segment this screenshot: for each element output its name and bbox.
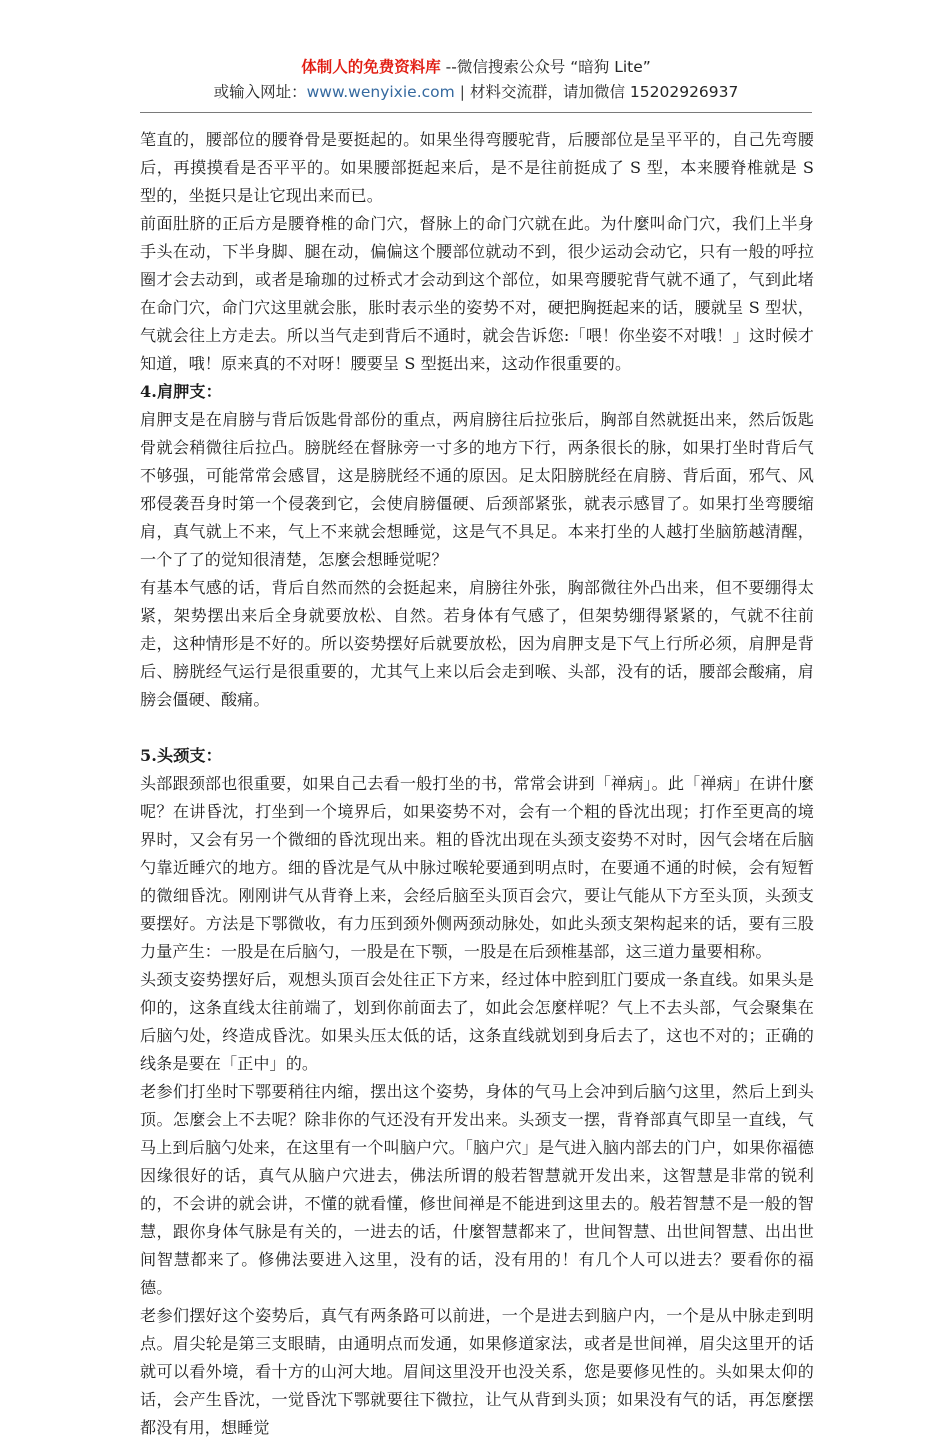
paragraph: 老参们打坐时下鄂要稍往内缩，摆出这个姿势，身体的气马上会冲到后脑勺这里，然后上到头顶。怎麼会上不去呢？除非你的气还没有开发出来。头颈支一摆，背脊部真气即呈一直线，气马上到后脑勺处来，在这里有一个叫脑户穴。「脑户穴」是气进入脑内部去的门户，如果你福德因缘很好的话，真气从脑户穴进去，佛法所谓的般若智慧就开发出来，这智慧是非常的锐利的，不会讲的就会讲，不懂的就看懂，修世间禅是不能进到这里去的。般若智慧不是一般的智慧，跟你身体气脉是有关的，一进去的话，什麼智慧都来了，世间智慧、出世间智慧、出出世间智慧都来了。修佛法要进入这里，没有的话，没有用的！有几个人可以进去？要看你的福德。 bbox=[140, 1082, 814, 1297]
banner-website-link[interactable]: www.wenyixie.com bbox=[306, 83, 455, 101]
banner-line-1 bbox=[140, 55, 812, 80]
section-heading-5: 5.头颈支： bbox=[140, 746, 222, 765]
paragraph: 有基本气感的话，背后自然而然的会挺起来，肩膀往外张，胸部微往外凸出来，但不要绷得太紧，架势摆出来后全身就要放松、自然。若身体有气感了，但架势绷得紧紧的，气就不往前走，这种情形是不好的。所以姿势摆好后就要放松，因为肩胛支是下气上行所必须，肩胛是背后、膀胱经气运行是很重要的，尤其气上来以后会走到喉、头部，没有的话，腰部会酸痛，肩膀会僵硬、酸痛。 bbox=[140, 578, 814, 709]
paragraph: 肩胛支是在肩膀与背后饭匙骨部份的重点，两肩膀往后拉张后，胸部自然就挺出来，然后饭匙骨就会稍微往后拉凸。膀胱经在督脉旁一寸多的地方下行，两条很长的脉，如果打坐时背后气不够强，可能常常会感冒，这是膀胱经不通的原因。足太阳膀胱经在肩膀、背后面，邪气、风邪侵袭吾身时第一个侵袭到它，会使肩膀僵硬、后颈部紧张，就表示感冒了。如果打坐弯腰缩肩，真气就上不来，气上不来就会想睡觉，这是气不具足。本来打坐的人越打坐脑筋越清醒，一个了了的觉知很清楚，怎麼会想睡觉呢？ bbox=[140, 410, 814, 569]
paragraph: 笔直的，腰部位的腰脊骨是要挺起的。如果坐得弯腰驼背，后腰部位是呈平平的，自己先弯腰后，再摸摸看是否平平的。如果腰部挺起来后，是不是往前挺成了 S 型，本来腰脊椎就是 S 型的，坐挺只是让它现出来而已。 bbox=[140, 130, 814, 205]
brand-name: 体制人的免费资料库 bbox=[301, 58, 441, 76]
watermark-banner bbox=[140, 55, 812, 108]
banner-url-label: 或输入网址： bbox=[213, 83, 307, 101]
paragraph: 头颈支姿势摆好后，观想头顶百会处往正下方来，经过体中腔到肛门要成一条直线。如果头是仰的，这条直线太往前端了，划到你前面去了，如此会怎麼样呢？气上不去头部，气会聚集在后脑勺处，终造成昏沈。如果头压太低的话，这条直线就划到身后去了，这也不对的；正确的线条是要在「正中」的。 bbox=[140, 970, 814, 1073]
banner-wechat-group: 材料交流群，请加微信 15202926937 bbox=[469, 83, 739, 101]
paragraph: 老参们摆好这个姿势后，真气有两条路可以前进，一个是进去到脑户内，一个是从中脉走到明点。眉尖轮是第三支眼睛，由通明点而发通，如果修道家法，或者是世间禅，眉尖这里开的话就可以看外境，看十方的山河大地。眉间这里没开也没关系，您是要修见性的。头如果太仰的话，会产生昏沈，一觉昏沈下鄂就要往下微拉，让气从背到头顶；如果没有气的话，再怎麼摆都没有用，想睡觉 bbox=[140, 1306, 814, 1437]
document-body bbox=[140, 126, 814, 1442]
banner-separator: | bbox=[459, 83, 465, 101]
section-heading-4: 4.肩胛支： bbox=[140, 382, 222, 401]
banner-line-2 bbox=[140, 80, 812, 108]
paragraph: 头部跟颈部也很重要，如果自己去看一般打坐的书，常常会讲到「禅病」。此「禅病」在讲什麼呢？在讲昏沈，打坐到一个境界后，如果姿势不对，会有一个粗的昏沈出现；打作至更高的境界时，又会有另一个微细的昏沈现出来。粗的昏沈出现在头颈支姿势不对时，因气会堵在后脑勺靠近睡穴的地方。细的昏沈是气从中脉过喉轮要通到明点时，在要通不通的时候，会有短暂的微细昏沈。刚刚讲气从背脊上来，会经后脑至头顶百会穴，要让气能从下方至头顶，头颈支要摆好。方法是下鄂微收，有力压到颈外侧两颈动脉处，如此头颈支架构起来的话，要有三股力量产生：一股是在后脑勺，一股是在下颚，一股是在后颈椎基部，这三道力量要相称。 bbox=[140, 774, 814, 961]
paragraph-spacer bbox=[140, 714, 814, 742]
header-divider bbox=[140, 112, 812, 113]
paragraph: 前面肚脐的正后方是腰脊椎的命门穴，督脉上的命门穴就在此。为什麼叫命门穴，我们上半身手头在动，下半身脚、腿在动，偏偏这个腰部位就动不到，很少运动会动它，只有一般的呼拉圈才会去动到，或者是瑜珈的过桥式才会动到这个部位，如果弯腰驼背气就不通了，气到此堵在命门穴，命门穴这里就会胀，胀时表示坐的姿势不对，硬把胸挺起来的话，腰就呈 S 型状，气就会往上方走去。所以当气走到背后不通时，就会告诉您:「喂！你坐姿不对哦！」这时候才知道，哦！原来真的不对呀！腰要呈 S 型挺出来，这动作很重要的。 bbox=[140, 214, 814, 373]
banner-wechat-note: --微信搜索公众号 “暗狗 Lite” bbox=[440, 58, 651, 76]
